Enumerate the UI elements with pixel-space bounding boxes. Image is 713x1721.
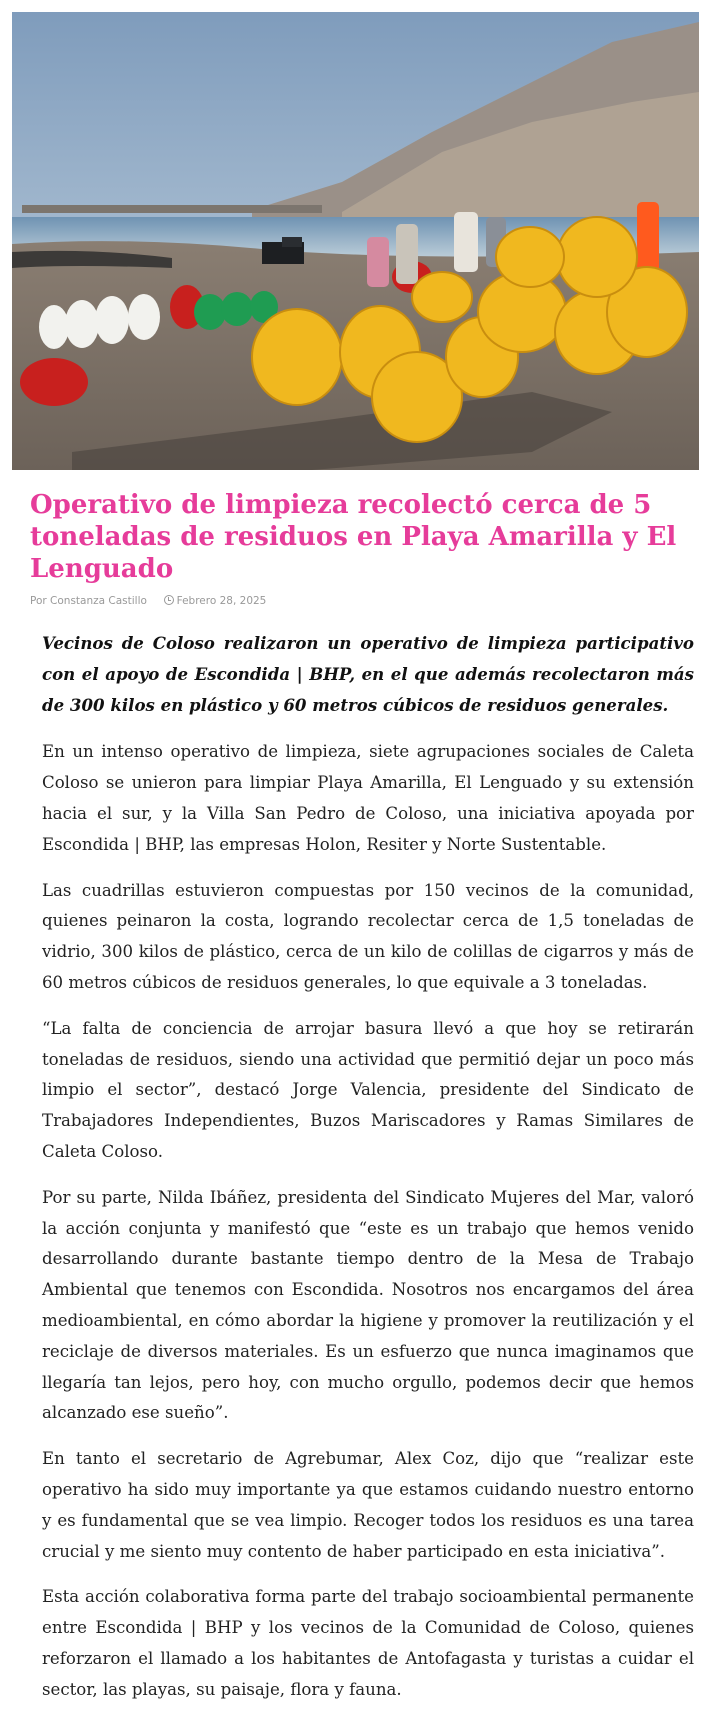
article-body — [42, 628, 694, 1721]
beach-cleanup-photo — [12, 12, 699, 470]
article-paragraph: En tanto el secretario de Agrebumar, Alex Coz, dijo que “realizar este operativo ha sido muy importante ya que estamos cuidando nuestro entorno y es fundamental que se vea limpio. Recoger todos los residuos es una tarea crucial y me siento muy contento de haber participado en esta iniciativa”. — [42, 1449, 694, 1561]
article-paragraph: Las cuadrillas estuvieron compuestas por 150 vecinos de la comunidad, quienes peinaron la costa, logrando recolectar cerca de 1,5 toneladas de vidrio, 300 kilos de plástico, cerca de un kilo de colillas de cigarros y más de 60 metros cúbicos de residuos generales, lo que equivale a 3 toneladas. — [42, 880, 694, 992]
article-paragraph: En un intenso operativo de limpieza, siete agrupaciones sociales de Caleta Coloso se unieron para limpiar Playa Amarilla, El Lenguado y su extensión hacia el sur, y la Villa San Pedro de Coloso, una iniciativa apoyada por Escondida | BHP, las empresas Holon, Resiter y Norte Sustentable. — [42, 742, 694, 854]
article-hero-image — [12, 12, 699, 470]
article-meta — [30, 594, 266, 607]
article-byline: Por Constanza Castillo — [30, 595, 147, 607]
article-paragraph: Por su parte, Nilda Ibáñez, presidenta del Sindicato Mujeres del Mar, valoró la acción conjunta y manifestó que “este es un trabajo que hemos venido desarrollando durante bastante tiempo dentro de la Mesa de Trabajo Ambiental que tenemos con Escondida. Nosotros nos encargamos del área medioambiental, en cómo abordar la higiene y promover la reutilización y el reciclaje de diversos materiales. Es un esfuerzo que nunca imaginamos que llegaría tan lejos, pero hoy, con mucho orgullo, podemos decir que hemos alcanzado ese sueño”. — [42, 1187, 694, 1423]
article-date: Febrero 28, 2025 — [176, 595, 267, 607]
clock-icon — [164, 595, 174, 605]
article-title: Operativo de limpieza recolectó cerca de 5 toneladas de residuos en Playa Amarilla y El Lenguado — [30, 490, 677, 584]
article-paragraph: “La falta de conciencia de arrojar basura llevó a que hoy se retirarán toneladas de residuos, siendo una actividad que permitió dejar un poco más limpio el sector”, destacó Jorge Valencia, presidente del Sindicato de Trabajadores Independientes, Buzos Mariscadores y Ramas Similares de Caleta Coloso. — [42, 1018, 694, 1161]
article-lead: Vecinos de Coloso realizaron un operativo de limpieza participativo con el apoyo de Escondida | BHP, en el que además recolectaron más de 300 kilos en plástico y 60 metros cúbicos de residuos generales. — [42, 633, 694, 715]
article-paragraph: Esta acción colaborativa forma parte del trabajo socioambiental permanente entre Escondida | BHP y los vecinos de la Comunidad de Coloso, quienes reforzaron el llamado a los habitantes de Antofagasta y turistas a cuidar el sector, las playas, su paisaje, flora y fauna. — [42, 1587, 694, 1699]
